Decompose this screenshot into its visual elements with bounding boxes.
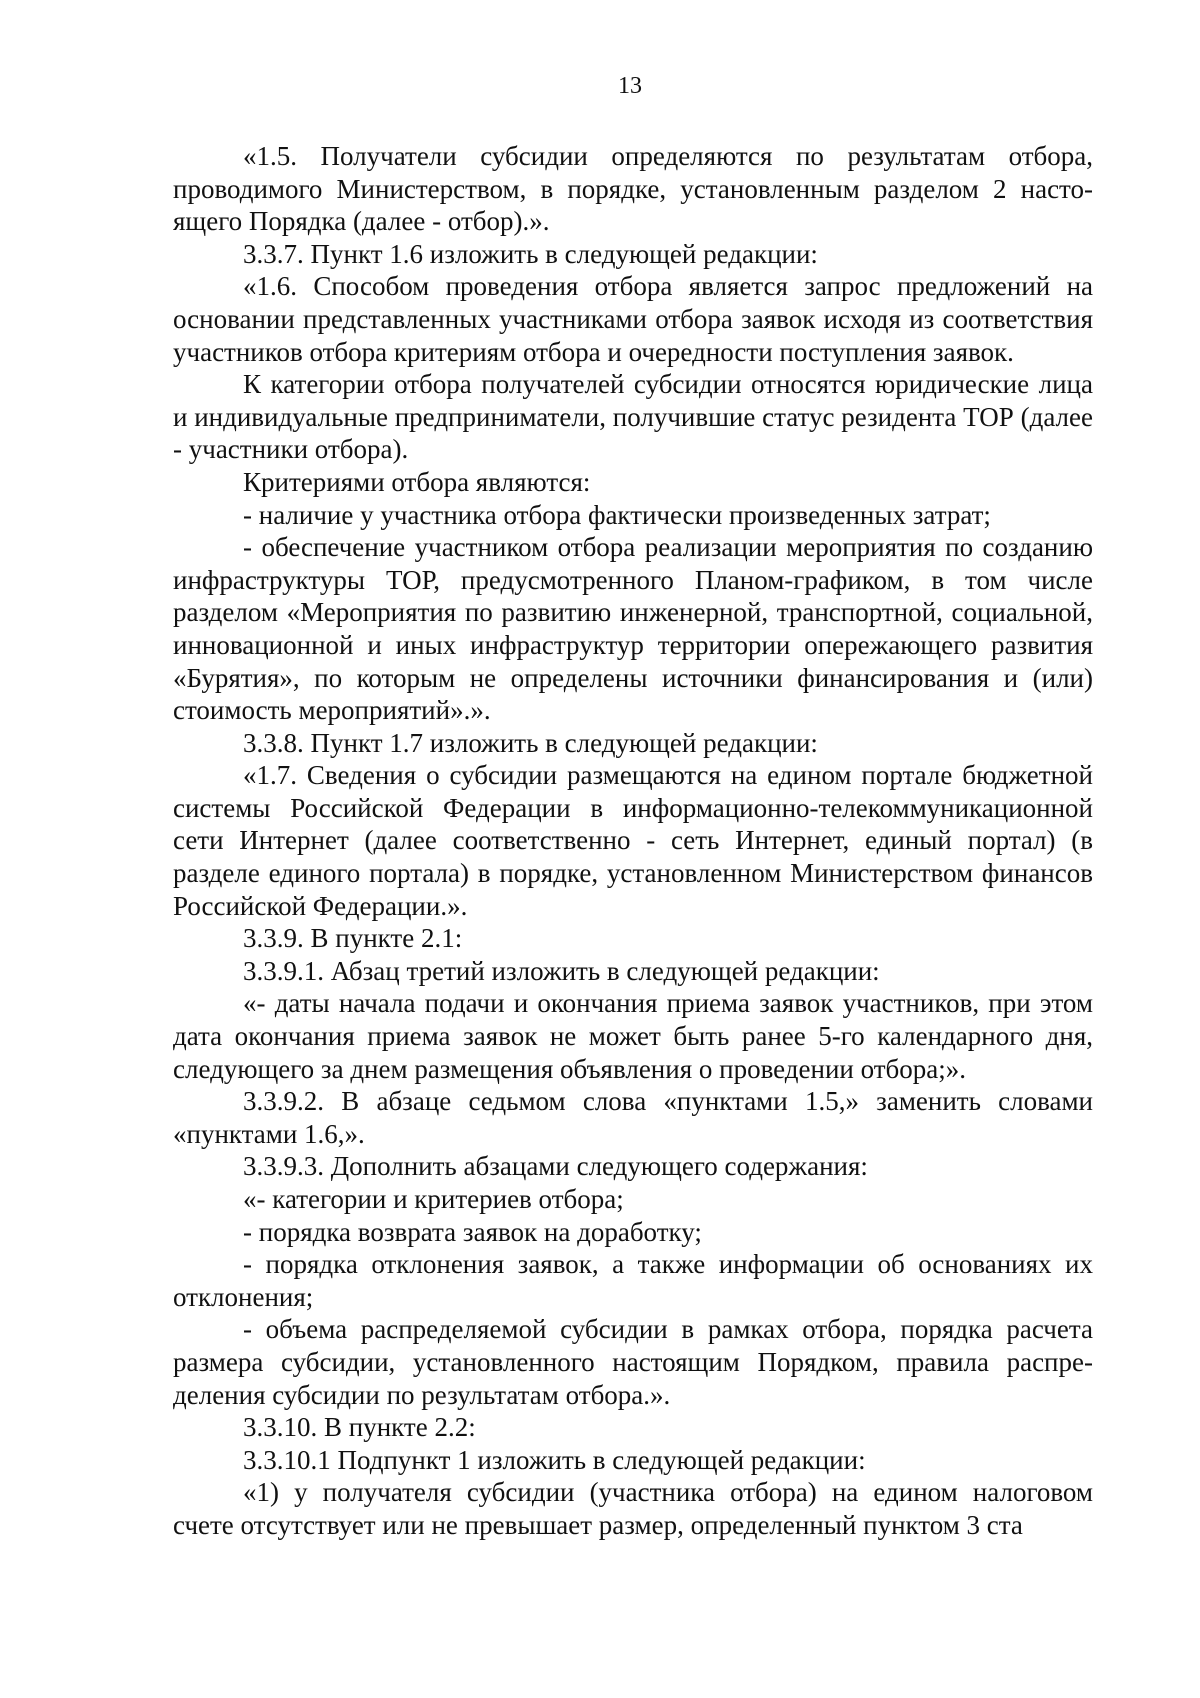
paragraph-3-3-10-1: 3.3.10.1 Подпункт 1 изложить в следующей редакции: (243, 1444, 866, 1475)
paragraph-3-3-7: 3.3.7. Пункт 1.6 изложить в следующей редакции: (243, 238, 818, 269)
paragraph-3-3-9-2: 3.3.9.2. В абзаце седьмом слова «пунктами 1.5,» заменить словами «пунктами 1.6,». (173, 1086, 1093, 1149)
paragraph-item-rejection: - порядка отклонения заявок, а также информации об основаниях их отклонения; (173, 1249, 1093, 1312)
paragraph-criterion-infrastructure: - обеспечение участником отбора реализации мероприятия по созданию инфраструктуры ТОР, предусмотренного Планом-графиком, в том числе разделом «Мероприятия по развитию инженерной, транспортной, социальной, инновационной и иных инфраструктур территории опережающего развития «Бурятия», по которым не определены источники финансирования и (или) стоимость мероприятий».». (173, 532, 1093, 726)
paragraph-1-7-information: «1.7. Сведения о субсидии размещаются на едином портале бюджетной системы Российской Федерации в информационно-телекоммуникационной сети Интернет (далее соответственно - сеть Интернет, единый портал) (в разделе единого портала) в порядке, установленном Министерством финансов Российской Федерации.». (173, 760, 1093, 921)
paragraph-application-dates: «- даты начала подачи и окончания приема заявок участников, при этом дата окончания приема заявок не может быть ранее 5-го календарного дня, следующего за днем размещения объявления о проведении отбора;». (173, 988, 1093, 1084)
paragraph-item-volume: - объема распределяемой субсидии в рамках отбора, порядка расчета размера субсидии, установленного настоящим Порядком, правила распределения субсидии по результатам отбора.». (173, 1314, 1093, 1410)
paragraph-3-3-9-1: 3.3.9.1. Абзац третий изложить в следующей редакции: (243, 955, 880, 986)
paragraph-3-3-10: 3.3.10. В пункте 2.2: (243, 1412, 476, 1443)
paragraph-1-5-recipients: «1.5. Получатели субсидии определяются по результатам отбора, проводимого Министерством, в порядке, установленным разделом 2 настоящего Порядка (далее - отбор).». (173, 141, 1093, 237)
paragraph-3-3-8: 3.3.8. Пункт 1.7 изложить в следующей редакции: (243, 727, 818, 758)
paragraph-3-3-9-3: 3.3.9.3. Дополнить абзацами следующего содержания: (243, 1151, 868, 1182)
paragraph-item-categories: «- категории и критериев отбора; (243, 1184, 624, 1214)
paragraph-1-6-method: «1.6. Способом проведения отбора является запрос предложений на основании представленных участниками отбора заявок исходя из соответствия участников отбора критериям отбора и очередности поступления заявок. (173, 271, 1093, 367)
page-number: 13 (618, 73, 642, 99)
paragraph-tax-account: «1) у получателя субсидии (участника отбора) на едином налоговом счете отсутствует или не превышает размер, определенный пунктом 3 ста (173, 1477, 1093, 1540)
document-body (173, 140, 1093, 1542)
paragraph-criteria-heading: Критериями отбора являются: (243, 466, 591, 497)
paragraph-3-3-9: 3.3.9. В пункте 2.1: (243, 923, 463, 954)
paragraph-recipient-category: К категории отбора получателей субсидии относятся юридические лица и индивидуальные предприниматели, получившие статус резидента ТОР (далее - участники отбора). (173, 369, 1093, 465)
paragraph-item-return: - порядка возврата заявок на доработку; (243, 1216, 702, 1247)
paragraph-criterion-costs: - наличие у участника отбора фактически произведенных затрат; (243, 499, 991, 530)
